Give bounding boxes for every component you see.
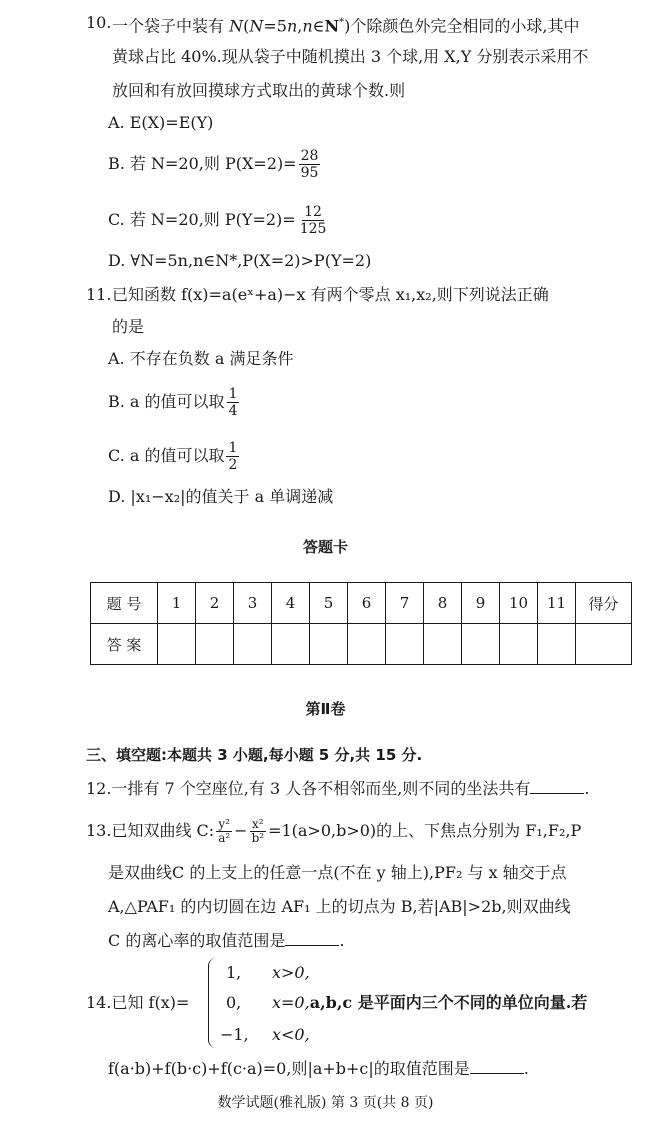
question-number-cell: 3 — [234, 583, 272, 624]
answer-label: 答 案 — [91, 624, 158, 665]
q11-number: 11. — [86, 285, 112, 304]
question-number-cell: 6 — [348, 583, 386, 624]
q11-option-a: A. 不存在负数 a 满足条件 — [108, 349, 294, 368]
q12-answer-blank[interactable] — [530, 779, 584, 794]
q14-case1-value: 1, — [226, 963, 242, 982]
section3-title: 三、填空题:本题共 3 小题,每小题 5 分,共 15 分. — [86, 746, 423, 764]
q14-line2: f(a·b)+f(b·c)+f(c·a)=0,则|a+b+c|的取值范围是 . — [108, 1059, 529, 1078]
answer-card-answer-row — [91, 624, 632, 665]
q10-option-d: D. ∀N=5n,n∈N*,P(X=2)>P(Y=2) — [108, 251, 372, 270]
q12-line: 12.一排有 7 个空座位,有 3 人各不相邻而坐,则不同的坐法共有 . — [86, 779, 590, 798]
q13-line4: C 的离心率的取值范围是 . — [108, 931, 345, 950]
answer-cell[interactable] — [196, 624, 234, 665]
q14-case2-value: 0, — [226, 993, 242, 1012]
q10-number: 10. — [86, 13, 112, 32]
score-label: 得分 — [576, 583, 632, 624]
question-number-label: 题 号 — [91, 583, 158, 624]
q13-number: 13. — [86, 821, 112, 840]
answer-cell[interactable] — [500, 624, 538, 665]
q11-option-b: B. a 的值可以取 $\frac{1}{4}$ — [108, 386, 238, 419]
question-number-cell: 11 — [538, 583, 576, 624]
q10-option-a: A. E(X)=E(Y) — [108, 113, 214, 132]
q10-line1: 一个袋子中装有 N(N=5n,n∈N*)个除颜色外完全相同的小球,其中 — [112, 16, 580, 36]
answer-cell[interactable] — [348, 624, 386, 665]
q10-option-b: B. 若 N=20,则 P(X=2)= $\frac{28}{95}$ — [108, 148, 319, 181]
q10-option-c: C. 若 N=20,则 P(Y=2)= $\frac{12}{125}$ — [108, 204, 327, 237]
question-number-cell: 9 — [462, 583, 500, 624]
answer-cell[interactable] — [234, 624, 272, 665]
question-number-cell: 2 — [196, 583, 234, 624]
q10-line3: 放回和有放回摸球方式取出的黄球个数.则 — [112, 81, 406, 100]
q14-case2-condition: x=0,a,b,c 是平面内三个不同的单位向量.若 — [272, 993, 588, 1012]
question-number-cell: 8 — [424, 583, 462, 624]
page-footer: 数学试题(雅礼版) 第 3 页(共 8 页) — [217, 1095, 434, 1111]
q11-line1: 已知函数 f(x)=a(eˣ+a)−x 有两个零点 x₁,x₂,则下列说法正确 — [112, 285, 549, 304]
question-number-cell: 10 — [500, 583, 538, 624]
q13-line1: 13.已知双曲线 C: $\frac{\text{y²}}{\text{a²}}$ − $\frac{\text{x²}}{\text{b²}}$ =1(a>0,b>0)的上、下焦点分别为 F₁,F₂,P — [86, 817, 582, 845]
q11-option-d: D. |x₁−x₂|的值关于 a 单调递减 — [108, 487, 334, 506]
answer-cell[interactable] — [538, 624, 576, 665]
answer-cell[interactable] — [272, 624, 310, 665]
question-number-cell: 7 — [386, 583, 424, 624]
question-number-cell: 4 — [272, 583, 310, 624]
q11-option-c: C. a 的值可以取 $\frac{1}{2}$ — [108, 440, 238, 473]
q13-answer-blank[interactable] — [285, 931, 339, 946]
q11-line2: 的是 — [112, 317, 145, 336]
q13-line3: A,△PAF₁ 的内切圆在边 AF₁ 上的切点为 B,若|AB|>2b,则双曲线 — [108, 897, 571, 916]
answer-card-header-row — [91, 583, 632, 624]
score-cell[interactable] — [576, 624, 632, 665]
q14-case3-condition: x<0, — [272, 1025, 310, 1044]
answer-card-title: 答题卡 — [302, 538, 348, 556]
q13-line2: 是双曲线C 的上支上的任意一点(不在 y 轴上),PF₂ 与 x 轴交于点 — [108, 863, 567, 882]
q14-lead: 14.已知 f(x)= — [86, 993, 190, 1012]
answer-card-table — [90, 582, 632, 665]
part2-title: 第Ⅱ卷 — [305, 700, 346, 718]
q12-number: 12. — [86, 779, 112, 798]
q10-line2: 黄球占比 40%.现从袋子中随机摸出 3 个球,用 X,Y 分别表示采用不 — [112, 47, 589, 66]
answer-cell[interactable] — [158, 624, 196, 665]
q14-case1-condition: x>0, — [272, 963, 310, 982]
answer-cell[interactable] — [424, 624, 462, 665]
question-number-cell: 5 — [310, 583, 348, 624]
q14-answer-blank[interactable] — [470, 1059, 524, 1074]
q14-number: 14. — [86, 993, 112, 1012]
q14-case3-value: −1, — [220, 1025, 249, 1044]
answer-cell[interactable] — [386, 624, 424, 665]
answer-cell[interactable] — [462, 624, 500, 665]
answer-cell[interactable] — [310, 624, 348, 665]
question-number-cell: 1 — [158, 583, 196, 624]
